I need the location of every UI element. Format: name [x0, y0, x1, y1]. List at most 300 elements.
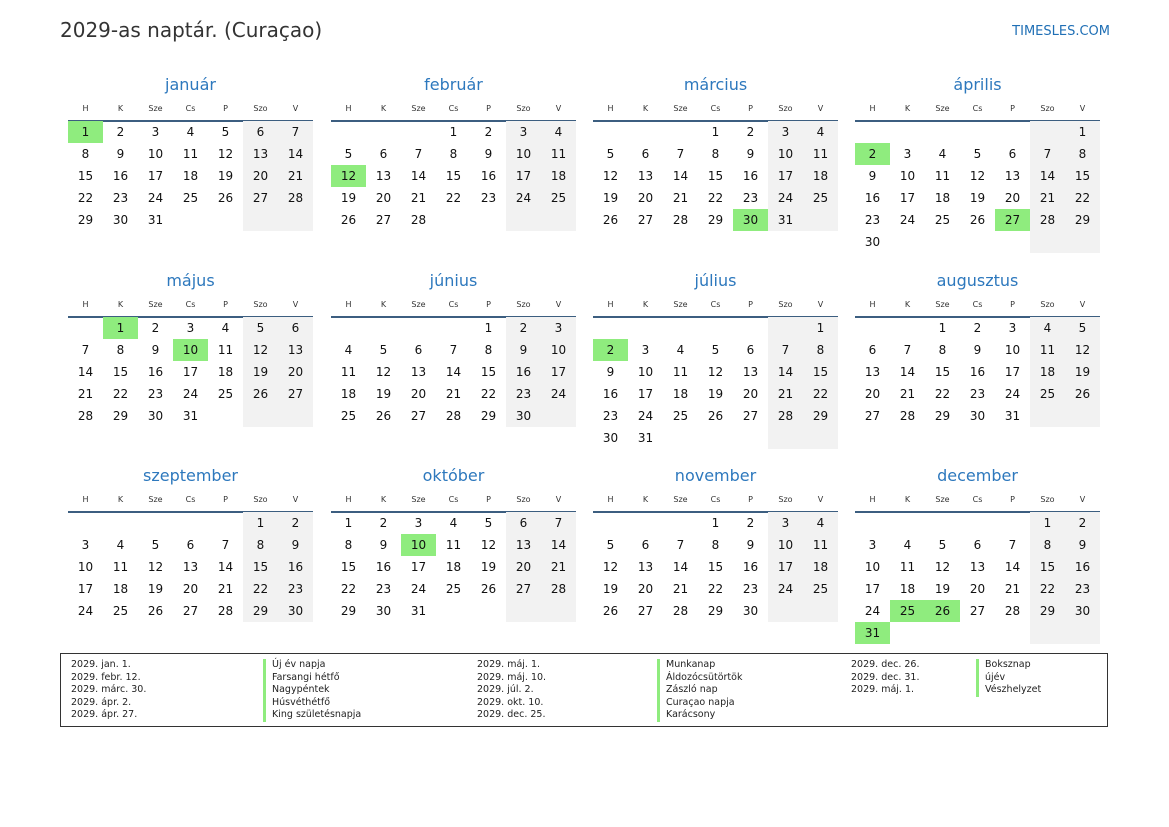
- weekday-label: Sze: [673, 495, 688, 504]
- legend-holiday-name: Zászló nap: [657, 684, 742, 697]
- day-cell: 7: [278, 121, 313, 143]
- day-cell: 7: [903, 343, 912, 357]
- day-cell: 1: [484, 321, 493, 335]
- day-cell: 30: [742, 604, 759, 618]
- weekday-label: K: [642, 300, 649, 309]
- day-cell: 18: [112, 582, 129, 596]
- day-cell: 24: [147, 191, 164, 205]
- day-cell: 20: [1004, 191, 1021, 205]
- day-cell: 30: [506, 405, 541, 427]
- day-cell: 19: [340, 191, 357, 205]
- day-cell: 3: [768, 121, 803, 143]
- day-cell: 13: [864, 365, 881, 379]
- weekday-label: V: [292, 300, 299, 309]
- day-cell: 18: [217, 365, 234, 379]
- day-cell: 22: [112, 387, 129, 401]
- day-cell: 10: [77, 560, 94, 574]
- day-cell: 14: [77, 365, 94, 379]
- day-cell: 7: [676, 538, 685, 552]
- day-cell: 28: [217, 604, 234, 618]
- day-cell: 29: [707, 213, 724, 227]
- weekday-label: K: [904, 300, 911, 309]
- day-cell: 6: [973, 538, 982, 552]
- legend-holiday-name: King születésnapja: [263, 709, 361, 722]
- legend-holiday-name: Boksznap: [976, 659, 1041, 672]
- empty-weekend-cell: [541, 405, 576, 427]
- day-cell: 29: [480, 409, 497, 423]
- day-cell: 24: [768, 187, 803, 209]
- day-cell: 16: [506, 361, 541, 383]
- weekday-label: H: [869, 495, 876, 504]
- day-cell: 15: [77, 169, 94, 183]
- weekday-label: V: [292, 495, 299, 504]
- day-cell: 23: [112, 191, 129, 205]
- day-cell: 8: [711, 538, 720, 552]
- weekday-label: Cs: [710, 300, 721, 309]
- day-cell: 23: [742, 582, 759, 596]
- weekday-label: Cs: [185, 104, 196, 113]
- day-cell: 14: [1030, 165, 1065, 187]
- day-cell: 28: [1004, 604, 1021, 618]
- day-cell: 25: [340, 409, 357, 423]
- weekday-label: P: [748, 495, 753, 504]
- weekday-label: Cs: [185, 300, 196, 309]
- weekday-label: V: [1079, 495, 1086, 504]
- day-cell: 6: [506, 512, 541, 534]
- weekday-label: Cs: [710, 495, 721, 504]
- weekday-label: V: [1079, 104, 1086, 113]
- day-cell: 23: [506, 383, 541, 405]
- day-cell: 4: [221, 321, 230, 335]
- day-cell: 28: [1030, 209, 1065, 231]
- day-cell: 5: [344, 147, 353, 161]
- day-cell: 14: [278, 143, 313, 165]
- weekday-label: Szo: [778, 300, 793, 309]
- day-cell: 20: [637, 191, 654, 205]
- day-cell: 23: [602, 409, 619, 423]
- day-cell: 10: [768, 143, 803, 165]
- legend-date: 2029. dec. 26.: [851, 659, 920, 670]
- weekday-label: K: [642, 104, 649, 113]
- weekday-label: K: [904, 495, 911, 504]
- weekday-label: Cs: [185, 495, 196, 504]
- day-cell: 12: [331, 165, 366, 187]
- day-cell: 9: [379, 538, 388, 552]
- day-cell: 27: [375, 213, 392, 227]
- day-cell: 9: [746, 538, 755, 552]
- day-cell: 11: [803, 534, 838, 556]
- day-cell: 17: [506, 165, 541, 187]
- day-cell: 13: [742, 365, 759, 379]
- day-cell: 28: [278, 187, 313, 209]
- day-cell: 16: [969, 365, 986, 379]
- empty-weekend-cell: [768, 600, 803, 622]
- day-cell: 17: [768, 556, 803, 578]
- day-cell: 10: [768, 534, 803, 556]
- weekday-label: P: [223, 300, 228, 309]
- day-cell: 24: [182, 387, 199, 401]
- day-cell: 14: [768, 361, 803, 383]
- day-cell: 14: [899, 365, 916, 379]
- legend-date: 2029. ápr. 2.: [71, 696, 132, 708]
- day-cell: 12: [1065, 339, 1100, 361]
- day-cell: 20: [278, 361, 313, 383]
- day-cell: 21: [445, 387, 462, 401]
- day-cell: 27: [278, 383, 313, 405]
- empty-weekend-cell: [1030, 121, 1065, 143]
- day-cell: 26: [707, 409, 724, 423]
- weekday-label: P: [486, 495, 491, 504]
- day-cell: 31: [637, 431, 654, 445]
- empty-weekend-cell: [1065, 405, 1100, 427]
- day-cell: 20: [375, 191, 392, 205]
- day-cell: 22: [707, 582, 724, 596]
- weekday-label: Szo: [778, 104, 793, 113]
- day-cell: 2: [973, 321, 982, 335]
- day-cell: 17: [541, 361, 576, 383]
- day-cell: 23: [375, 582, 392, 596]
- day-cell: 15: [707, 560, 724, 574]
- day-cell: 1: [449, 125, 458, 139]
- day-cell: 2: [116, 125, 125, 139]
- day-cell: 11: [340, 365, 357, 379]
- day-cell: 13: [637, 169, 654, 183]
- month-title: június: [429, 271, 478, 290]
- day-cell: 30: [602, 431, 619, 445]
- day-cell: 22: [934, 387, 951, 401]
- weekday-label: Szo: [253, 495, 268, 504]
- legend-dates: [477, 659, 546, 722]
- day-cell: 13: [1004, 169, 1021, 183]
- legend-holiday-name: Nagypéntek: [263, 684, 361, 697]
- empty-weekend-cell: [1065, 231, 1100, 253]
- day-cell: 27: [243, 187, 278, 209]
- day-cell: 2: [1065, 512, 1100, 534]
- day-cell: 28: [541, 578, 576, 600]
- day-cell: 4: [541, 121, 576, 143]
- weekday-label: V: [817, 104, 824, 113]
- day-cell: 5: [1065, 317, 1100, 339]
- day-cell: 20: [742, 387, 759, 401]
- day-cell: 6: [641, 538, 650, 552]
- legend-date: 2029. máj. 1.: [477, 659, 541, 670]
- day-cell: 3: [81, 538, 90, 552]
- day-cell: 20: [506, 556, 541, 578]
- day-cell: 7: [1030, 143, 1065, 165]
- day-cell: 10: [637, 365, 654, 379]
- day-cell: 9: [278, 534, 313, 556]
- day-cell: 3: [186, 321, 195, 335]
- day-cell: 31: [410, 604, 427, 618]
- day-cell: 28: [672, 213, 689, 227]
- day-cell: 1: [711, 516, 720, 530]
- day-cell: 30: [969, 409, 986, 423]
- day-cell: 30: [733, 209, 768, 231]
- day-cell: 6: [641, 147, 650, 161]
- day-cell: 26: [602, 213, 619, 227]
- day-cell: 29: [112, 409, 129, 423]
- day-cell: 8: [484, 343, 493, 357]
- day-cell: 27: [637, 213, 654, 227]
- legend-holiday-name: Karácsony: [657, 709, 742, 722]
- day-cell: 7: [768, 339, 803, 361]
- day-cell: 22: [1030, 578, 1065, 600]
- legend-date: 2029. dec. 25.: [477, 709, 546, 721]
- weekday-label: Sze: [935, 300, 950, 309]
- day-cell: 30: [112, 213, 129, 227]
- day-cell: 11: [182, 147, 199, 161]
- day-cell: 4: [186, 125, 195, 139]
- day-cell: 7: [541, 512, 576, 534]
- day-cell: 18: [803, 165, 838, 187]
- day-cell: 3: [768, 512, 803, 534]
- day-cell: 19: [147, 582, 164, 596]
- day-cell: 6: [186, 538, 195, 552]
- day-cell: 1: [68, 121, 103, 143]
- day-cell: 9: [746, 147, 755, 161]
- day-cell: 25: [217, 387, 234, 401]
- day-cell: 22: [803, 383, 838, 405]
- weekday-label: K: [117, 104, 124, 113]
- day-cell: 3: [151, 125, 160, 139]
- day-cell: 27: [182, 604, 199, 618]
- empty-weekend-cell: [1030, 405, 1065, 427]
- day-cell: 5: [379, 343, 388, 357]
- weekday-label: Cs: [972, 495, 983, 504]
- empty-weekend-cell: [768, 317, 803, 339]
- day-cell: 15: [480, 365, 497, 379]
- day-cell: 12: [480, 538, 497, 552]
- day-cell: 4: [803, 121, 838, 143]
- day-cell: 2: [593, 339, 628, 361]
- weekday-label: P: [1010, 300, 1015, 309]
- day-cell: 4: [1030, 317, 1065, 339]
- day-cell: 29: [243, 600, 278, 622]
- day-cell: 21: [899, 387, 916, 401]
- empty-weekend-cell: [541, 209, 576, 231]
- day-cell: 9: [606, 365, 615, 379]
- day-cell: 22: [445, 191, 462, 205]
- day-cell: 11: [934, 169, 951, 183]
- day-cell: 5: [606, 538, 615, 552]
- day-cell: 15: [112, 365, 129, 379]
- day-cell: 13: [969, 560, 986, 574]
- legend-date: 2029. máj. 1.: [851, 684, 915, 696]
- day-cell: 17: [1004, 365, 1021, 379]
- weekday-label: V: [555, 104, 562, 113]
- month-title: február: [424, 75, 483, 94]
- day-cell: 14: [410, 169, 427, 183]
- day-cell: 20: [182, 582, 199, 596]
- day-cell: 19: [934, 582, 951, 596]
- day-cell: 8: [449, 147, 458, 161]
- weekday-label: H: [345, 104, 352, 113]
- month-title: december: [937, 466, 1018, 485]
- legend-date: 2029. márc. 30.: [71, 684, 147, 696]
- empty-weekend-cell: [803, 427, 838, 449]
- day-cell: 19: [375, 387, 392, 401]
- day-cell: 6: [868, 343, 877, 357]
- day-cell: 25: [890, 600, 925, 622]
- empty-weekend-cell: [506, 600, 541, 622]
- weekday-label: K: [380, 104, 387, 113]
- day-cell: 9: [973, 343, 982, 357]
- day-cell: 4: [344, 343, 353, 357]
- day-cell: 24: [506, 187, 541, 209]
- day-cell: 27: [742, 409, 759, 423]
- empty-weekend-cell: [541, 600, 576, 622]
- day-cell: 23: [969, 387, 986, 401]
- day-cell: 21: [672, 582, 689, 596]
- day-cell: 2: [855, 143, 890, 165]
- day-cell: 27: [969, 604, 986, 618]
- day-cell: 8: [938, 343, 947, 357]
- day-cell: 4: [903, 538, 912, 552]
- empty-weekend-cell: [278, 405, 313, 427]
- day-cell: 18: [1030, 361, 1065, 383]
- day-cell: 29: [77, 213, 94, 227]
- legend-holiday-name: Vészhelyzet: [976, 684, 1041, 697]
- day-cell: 5: [221, 125, 230, 139]
- day-cell: 3: [541, 317, 576, 339]
- day-cell: 7: [676, 147, 685, 161]
- day-cell: 19: [217, 169, 234, 183]
- day-cell: 11: [541, 143, 576, 165]
- day-cell: 12: [243, 339, 278, 361]
- day-cell: 22: [340, 582, 357, 596]
- day-cell: 28: [899, 409, 916, 423]
- month-title: november: [674, 466, 757, 485]
- day-cell: 21: [410, 191, 427, 205]
- month-title: október: [422, 466, 485, 485]
- day-cell: 23: [1065, 578, 1100, 600]
- weekday-label: H: [82, 495, 89, 504]
- empty-weekend-cell: [243, 405, 278, 427]
- weekday-label: Szo: [1040, 104, 1055, 113]
- day-cell: 11: [112, 560, 129, 574]
- day-cell: 17: [77, 582, 94, 596]
- weekday-label: Szo: [516, 495, 531, 504]
- day-cell: 3: [1008, 321, 1017, 335]
- day-cell: 19: [707, 387, 724, 401]
- day-cell: 16: [147, 365, 164, 379]
- day-cell: 1: [1065, 121, 1100, 143]
- day-cell: 16: [112, 169, 129, 183]
- day-cell: 15: [803, 361, 838, 383]
- day-cell: 3: [868, 538, 877, 552]
- day-cell: 4: [676, 343, 685, 357]
- weekday-label: V: [292, 104, 299, 113]
- weekday-label: Sze: [673, 300, 688, 309]
- day-cell: 3: [641, 343, 650, 357]
- day-cell: 24: [77, 604, 94, 618]
- day-cell: 14: [217, 560, 234, 574]
- day-cell: 10: [1004, 343, 1021, 357]
- legend-names: [976, 659, 1041, 697]
- day-cell: 12: [147, 560, 164, 574]
- weekday-label: V: [555, 495, 562, 504]
- legend-date: 2029. máj. 10.: [477, 671, 547, 683]
- site-link[interactable]: TIMESLES.COM: [1012, 24, 1110, 39]
- day-cell: 1: [1030, 512, 1065, 534]
- day-cell: 27: [410, 409, 427, 423]
- day-cell: 18: [445, 560, 462, 574]
- weekday-label: K: [904, 104, 911, 113]
- empty-weekend-cell: [803, 600, 838, 622]
- day-cell: 2: [484, 125, 493, 139]
- day-cell: 10: [147, 147, 164, 161]
- empty-weekend-cell: [768, 427, 803, 449]
- weekday-label: P: [223, 495, 228, 504]
- day-cell: 6: [379, 147, 388, 161]
- day-cell: 29: [707, 604, 724, 618]
- day-cell: 6: [1008, 147, 1017, 161]
- day-cell: 1: [938, 321, 947, 335]
- weekday-label: Sze: [935, 104, 950, 113]
- day-cell: 13: [182, 560, 199, 574]
- day-cell: 23: [480, 191, 497, 205]
- day-cell: 15: [340, 560, 357, 574]
- day-cell: 30: [147, 409, 164, 423]
- day-cell: 19: [1065, 361, 1100, 383]
- day-cell: 28: [672, 604, 689, 618]
- day-cell: 25: [803, 187, 838, 209]
- month-title: szeptember: [142, 466, 238, 485]
- day-cell: 24: [541, 383, 576, 405]
- day-cell: 2: [278, 512, 313, 534]
- day-cell: 19: [969, 191, 986, 205]
- day-cell: 5: [243, 317, 278, 339]
- legend-holiday-name: Curaçao napja: [657, 697, 742, 710]
- day-cell: 26: [340, 213, 357, 227]
- day-cell: 18: [340, 387, 357, 401]
- day-cell: 26: [1065, 383, 1100, 405]
- month-title: július: [694, 271, 737, 290]
- day-cell: 26: [480, 582, 497, 596]
- day-cell: 25: [803, 578, 838, 600]
- day-cell: 14: [672, 560, 689, 574]
- day-cell: 25: [445, 582, 462, 596]
- day-cell: 5: [711, 343, 720, 357]
- day-cell: 26: [969, 213, 986, 227]
- day-cell: 24: [637, 409, 654, 423]
- day-cell: 8: [1065, 143, 1100, 165]
- day-cell: 31: [1004, 409, 1021, 423]
- legend-holiday-name: Farsangi hétfő: [263, 672, 361, 685]
- day-cell: 8: [1030, 534, 1065, 556]
- day-cell: 24: [410, 582, 427, 596]
- day-cell: 7: [1008, 538, 1017, 552]
- weekday-label: H: [345, 300, 352, 309]
- day-cell: 25: [541, 187, 576, 209]
- weekday-label: P: [486, 300, 491, 309]
- day-cell: 21: [768, 383, 803, 405]
- day-cell: 9: [116, 147, 125, 161]
- day-cell: 31: [182, 409, 199, 423]
- day-cell: 27: [995, 209, 1030, 231]
- day-cell: 8: [243, 534, 278, 556]
- weekday-label: Szo: [516, 104, 531, 113]
- month-title: január: [165, 75, 216, 94]
- day-cell: 16: [375, 560, 392, 574]
- day-cell: 17: [182, 365, 199, 379]
- day-cell: 4: [116, 538, 125, 552]
- day-cell: 20: [864, 387, 881, 401]
- day-cell: 21: [77, 387, 94, 401]
- weekday-label: H: [869, 104, 876, 113]
- legend-dates: [71, 659, 146, 722]
- weekday-label: H: [607, 104, 614, 113]
